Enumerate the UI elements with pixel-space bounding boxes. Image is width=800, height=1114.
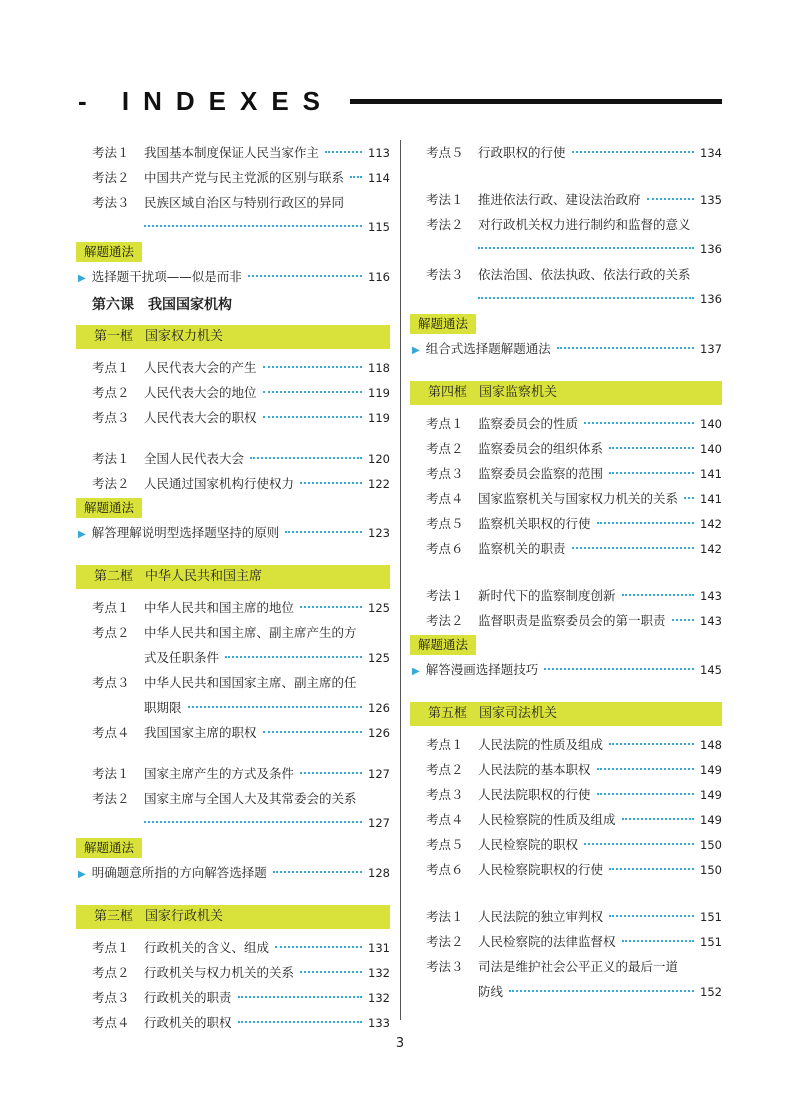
method-entry[interactable]: ▶ 组合式选择题解题通法 137: [410, 336, 722, 361]
dot-leader: [285, 531, 362, 533]
toc-entry[interactable]: 考法１ 全国人民代表大会 120: [92, 451, 390, 466]
dot-leader: [672, 619, 695, 621]
toc-entry[interactable]: 考法３ 依法治国、依法执政、依法行政的关系: [426, 267, 691, 282]
dot-leader: [273, 871, 362, 873]
dot-leader: [144, 821, 362, 823]
dot-leader: [248, 275, 362, 277]
toc-entry[interactable]: 考点３ 人民代表大会的职权 119: [92, 410, 390, 425]
dot-leader: [238, 1021, 363, 1023]
toc-entry[interactable]: 考点５ 监察机关职权的行使 142: [426, 516, 722, 531]
dot-leader: [597, 768, 695, 770]
toc-entry-cont[interactable]: 136: [410, 237, 722, 262]
toc-entry[interactable]: 考法３ 司法是维护社会公平正义的最后一道: [426, 959, 679, 974]
header-rule: [350, 99, 722, 104]
toc-entry[interactable]: 考点１ 人民代表大会的产生 118: [92, 360, 390, 375]
dot-leader: [597, 522, 695, 524]
dot-leader: [263, 366, 363, 368]
dot-leader: [609, 743, 694, 745]
toc-entry[interactable]: 考点３ 监察委员会监察的范围 141: [426, 466, 722, 481]
dot-leader: [263, 391, 363, 393]
dot-leader: [478, 297, 694, 299]
triangle-right-icon: ▶: [78, 273, 86, 284]
toc-entry[interactable]: 考点４ 人民检察院的性质及组成 149: [426, 812, 722, 827]
method-entry[interactable]: ▶ 解答理解说明型选择题坚持的原则 123: [76, 520, 390, 545]
dot-leader: [557, 347, 694, 349]
toc-entry[interactable]: 考点４ 我国国家主席的职权 126: [92, 725, 390, 740]
toc-entry-cont[interactable]: 136: [410, 287, 722, 312]
toc-entry[interactable]: 考法１ 推进依法行政、建设法治政府 135: [426, 192, 722, 207]
method-entry[interactable]: ▶ 明确题意所指的方向解答选择题 128: [76, 860, 390, 885]
method-tag: 解题通法: [410, 312, 722, 336]
dot-leader: [225, 656, 362, 658]
dot-leader: [250, 457, 362, 459]
dot-leader: [144, 225, 362, 227]
frame-heading: 第四框 国家监察机关: [410, 381, 722, 405]
method-entry[interactable]: ▶ 解答漫画选择题技巧 145: [410, 657, 722, 682]
toc-entry[interactable]: 考点５ 人民检察院的职权 150: [426, 837, 722, 852]
dot-leader: [188, 706, 363, 708]
dot-leader: [622, 594, 695, 596]
dot-leader: [300, 606, 362, 608]
toc-entry[interactable]: 考法１ 新时代下的监察制度创新 143: [426, 588, 722, 603]
page-number: 3: [395, 1036, 405, 1051]
dot-leader: [300, 971, 362, 973]
dot-leader: [572, 547, 695, 549]
frame-heading: 第五框 国家司法机关: [410, 702, 722, 726]
toc-entry[interactable]: 考法２ 监督职责是监察委员会的第一职责 143: [426, 613, 722, 628]
toc-entry[interactable]: 考点１ 监察委员会的性质 140: [426, 416, 722, 431]
toc-entry[interactable]: 考点２ 行政机关与权力机关的关系 132: [92, 965, 390, 980]
toc-entry[interactable]: 考点６ 人民检察院职权的行使 150: [426, 862, 722, 877]
dot-leader: [584, 843, 694, 845]
dot-leader: [597, 793, 695, 795]
index-title: - INDEXES: [78, 86, 335, 116]
toc-entry[interactable]: 考点３ 行政机关的职责 132: [92, 990, 390, 1005]
toc-entry[interactable]: 考点２ 中华人民共和国主席、副主席产生的方: [92, 625, 357, 640]
toc-entry[interactable]: 考法２ 人民检察院的法律监督权 151: [426, 934, 722, 949]
toc-entry-cont[interactable]: 防线 152: [478, 984, 722, 999]
toc-entry[interactable]: 考点２ 监察委员会的组织体系 140: [426, 441, 722, 456]
toc-entry[interactable]: 考法３ 民族区域自治区与特别行政区的异同: [92, 195, 345, 210]
toc-entry[interactable]: 考点３ 中华人民共和国国家主席、副主席的任: [92, 675, 357, 690]
toc-entry[interactable]: 考点５ 行政职权的行使 134: [426, 145, 722, 160]
toc-entry[interactable]: 考点４ 国家监察机关与国家权力机关的关系 141: [426, 491, 722, 506]
triangle-right-icon: ▶: [412, 345, 420, 356]
toc-entry-cont[interactable]: 职期限 126: [144, 700, 390, 715]
triangle-right-icon: ▶: [412, 666, 420, 677]
dot-leader: [584, 422, 694, 424]
dot-leader: [238, 996, 363, 998]
toc-entry[interactable]: 考点２ 人民法院的基本职权 149: [426, 762, 722, 777]
toc-entry[interactable]: 考点１ 人民法院的性质及组成 148: [426, 737, 722, 752]
method-tag: 解题通法: [76, 836, 390, 860]
dot-leader: [647, 198, 695, 200]
toc-entry[interactable]: 考点６ 监察机关的职责 142: [426, 541, 722, 556]
toc-entry[interactable]: 考点２ 人民代表大会的地位 119: [92, 385, 390, 400]
dot-leader: [300, 772, 362, 774]
dot-leader: [350, 176, 362, 178]
method-entry[interactable]: ▶ 选择题干扰项——似是而非 116: [76, 264, 390, 289]
frame-heading: 第二框 中华人民共和国主席: [76, 565, 390, 589]
toc-entry[interactable]: 考法２ 人民通过国家机构行使权力 122: [92, 476, 390, 491]
toc-entry-cont[interactable]: 式及任职条件 125: [144, 650, 390, 665]
dot-leader: [609, 868, 694, 870]
toc-entry[interactable]: 考法１ 人民法院的独立审判权 151: [426, 909, 722, 924]
dot-leader: [609, 915, 694, 917]
dot-leader: [684, 497, 694, 499]
toc-entry[interactable]: 考法２ 中国共产党与民主党派的区别与联系 114: [92, 170, 390, 185]
toc-entry[interactable]: 考点４ 行政机关的职权 133: [92, 1015, 390, 1030]
toc-entry-cont[interactable]: 127: [76, 811, 390, 836]
right-column: [410, 140, 722, 1004]
dot-leader: [509, 990, 694, 992]
dot-leader: [263, 731, 363, 733]
dot-leader: [622, 940, 695, 942]
dot-leader: [609, 472, 694, 474]
page-header: [0, 0, 800, 130]
triangle-right-icon: ▶: [78, 529, 86, 540]
dot-leader: [622, 818, 695, 820]
toc-entry[interactable]: 考法１ 我国基本制度保证人民当家作主 113: [92, 145, 390, 160]
dot-leader: [263, 416, 363, 418]
toc-entry[interactable]: 考法１ 国家主席产生的方式及条件 127: [92, 766, 390, 781]
dot-leader: [609, 447, 694, 449]
toc-entry[interactable]: 考点１ 行政机关的含义、组成 131: [92, 940, 390, 955]
toc-entry[interactable]: 考点１ 中华人民共和国主席的地位 125: [92, 600, 390, 615]
toc-entry[interactable]: 考点３ 人民法院职权的行使 149: [426, 787, 722, 802]
toc-entry-cont[interactable]: 115: [76, 215, 390, 240]
frame-heading: 第三框 国家行政机关: [76, 905, 390, 929]
toc-entry[interactable]: 考法２ 对行政机关权力进行制约和监督的意义: [426, 217, 691, 232]
left-column: [76, 140, 390, 1035]
frame-heading: 第一框 国家权力机关: [76, 325, 390, 349]
dot-leader: [325, 151, 362, 153]
lesson-title: 第六课 我国国家机构: [92, 297, 232, 313]
toc-entry[interactable]: 考法２ 国家主席与全国人大及其常委会的关系: [92, 791, 357, 806]
dot-leader: [275, 946, 362, 948]
column-divider: [400, 140, 401, 1020]
method-tag: 解题通法: [76, 496, 390, 520]
method-tag: 解题通法: [410, 633, 722, 657]
dot-leader: [572, 151, 695, 153]
dot-leader: [544, 668, 694, 670]
triangle-right-icon: ▶: [78, 869, 86, 880]
method-tag: 解题通法: [76, 240, 390, 264]
dot-leader: [478, 247, 694, 249]
dot-leader: [300, 482, 362, 484]
